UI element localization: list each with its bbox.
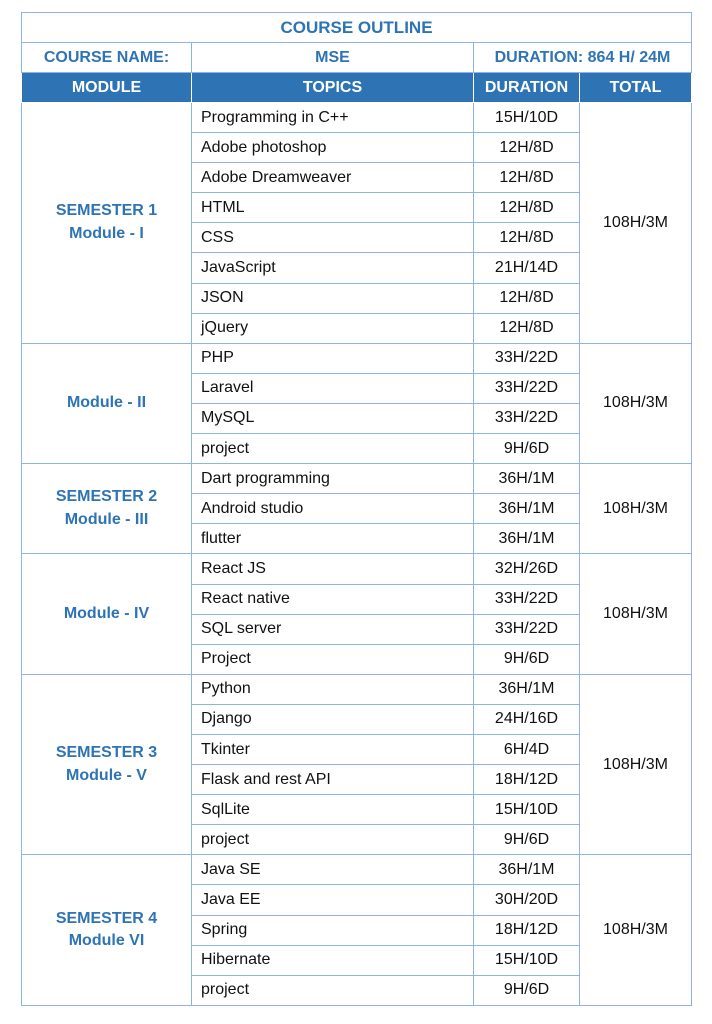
topic-duration: 33H/22D [474, 343, 580, 373]
topic-duration: 12H/8D [474, 163, 580, 193]
module-label: Module - I [69, 224, 144, 242]
module-label-cell [22, 464, 192, 554]
topic-name: MySQL [192, 403, 474, 433]
topic-name: Java EE [192, 885, 474, 915]
topic-name: Adobe photoshop [192, 133, 474, 163]
topic-name: Spring [192, 915, 474, 945]
topic-name: project [192, 434, 474, 464]
semester-label: SEMESTER 2 [55, 488, 158, 506]
topic-duration: 33H/22D [474, 403, 580, 433]
topic-name: Java SE [192, 855, 474, 885]
module-total: 108H/3M [580, 103, 692, 344]
topic-duration: 12H/8D [474, 133, 580, 163]
topic-duration: 12H/8D [474, 313, 580, 343]
topic-name: SQL server [192, 614, 474, 644]
topic-duration: 15H/10D [474, 103, 580, 133]
topic-name: JSON [192, 283, 474, 313]
topic-duration: 30H/20D [474, 885, 580, 915]
module-label: Module - II [66, 394, 147, 412]
topic-duration: 18H/12D [474, 765, 580, 795]
topic-name: CSS [192, 223, 474, 253]
topic-name: Python [192, 674, 474, 704]
module-total: 108H/3M [580, 464, 692, 554]
topic-duration: 12H/8D [474, 283, 580, 313]
topic-name: React JS [192, 554, 474, 584]
table-title: COURSE OUTLINE [22, 13, 692, 43]
topic-name: PHP [192, 343, 474, 373]
module-label-cell [22, 554, 192, 674]
topic-name: Django [192, 704, 474, 734]
table-row [22, 855, 692, 885]
module-total: 108H/3M [580, 343, 692, 463]
topic-name: HTML [192, 193, 474, 223]
module-label: Module - III [64, 510, 149, 528]
table-body [22, 103, 692, 1006]
table-row [22, 103, 692, 133]
course-name-label: COURSE NAME: [22, 43, 192, 73]
header-duration: DURATION [474, 73, 580, 103]
topic-duration: 15H/10D [474, 795, 580, 825]
topic-name: Project [192, 644, 474, 674]
table-row [22, 674, 692, 704]
topic-duration: 12H/8D [474, 193, 580, 223]
topic-duration: 15H/10D [474, 945, 580, 975]
topic-duration: 24H/16D [474, 704, 580, 734]
topic-duration: 32H/26D [474, 554, 580, 584]
course-outline-table [21, 12, 692, 1006]
module-label-cell [22, 343, 192, 463]
topic-duration: 21H/14D [474, 253, 580, 283]
topic-name: React native [192, 584, 474, 614]
topic-name: jQuery [192, 313, 474, 343]
topic-duration: 18H/12D [474, 915, 580, 945]
topic-duration: 36H/1M [474, 464, 580, 494]
topic-name: Programming in C++ [192, 103, 474, 133]
topic-duration: 36H/1M [474, 855, 580, 885]
course-outline-sheet [21, 12, 691, 1006]
topic-name: flutter [192, 524, 474, 554]
module-label: Module VI [68, 932, 145, 950]
course-duration: DURATION: 864 H/ 24M [474, 43, 692, 73]
header-topics: TOPICS [192, 73, 474, 103]
topic-name: SqlLite [192, 795, 474, 825]
header-module: MODULE [22, 73, 192, 103]
module-total: 108H/3M [580, 855, 692, 1005]
topic-duration: 6H/4D [474, 734, 580, 764]
header-total: TOTAL [580, 73, 692, 103]
module-label: Module - V [66, 766, 147, 784]
topic-name: JavaScript [192, 253, 474, 283]
topic-name: Hibernate [192, 945, 474, 975]
semester-label: SEMESTER 1 [55, 202, 158, 220]
semester-label: SEMESTER 4 [55, 909, 158, 927]
topic-duration: 36H/1M [474, 674, 580, 704]
topic-name: Adobe Dreamweaver [192, 163, 474, 193]
semester-label: SEMESTER 3 [55, 744, 158, 762]
table-row [22, 554, 692, 584]
module-label-cell [22, 103, 192, 344]
topic-duration: 33H/22D [474, 614, 580, 644]
topic-name: Dart programming [192, 464, 474, 494]
module-label-cell [22, 674, 192, 855]
topic-duration: 9H/6D [474, 825, 580, 855]
module-label-cell [22, 855, 192, 1005]
topic-duration: 12H/8D [474, 223, 580, 253]
topic-duration: 33H/22D [474, 584, 580, 614]
topic-name: Flask and rest API [192, 765, 474, 795]
table-row [22, 343, 692, 373]
topic-name: project [192, 975, 474, 1005]
topic-duration: 9H/6D [474, 434, 580, 464]
topic-name: Tkinter [192, 734, 474, 764]
module-total: 108H/3M [580, 554, 692, 674]
module-label: Module - IV [63, 604, 150, 622]
topic-duration: 33H/22D [474, 373, 580, 403]
topic-name: project [192, 825, 474, 855]
module-total: 108H/3M [580, 674, 692, 855]
topic-duration: 36H/1M [474, 524, 580, 554]
table-row [22, 464, 692, 494]
topic-name: Laravel [192, 373, 474, 403]
course-name-value: MSE [192, 43, 474, 73]
topic-duration: 9H/6D [474, 975, 580, 1005]
topic-name: Android studio [192, 494, 474, 524]
topic-duration: 9H/6D [474, 644, 580, 674]
topic-duration: 36H/1M [474, 494, 580, 524]
